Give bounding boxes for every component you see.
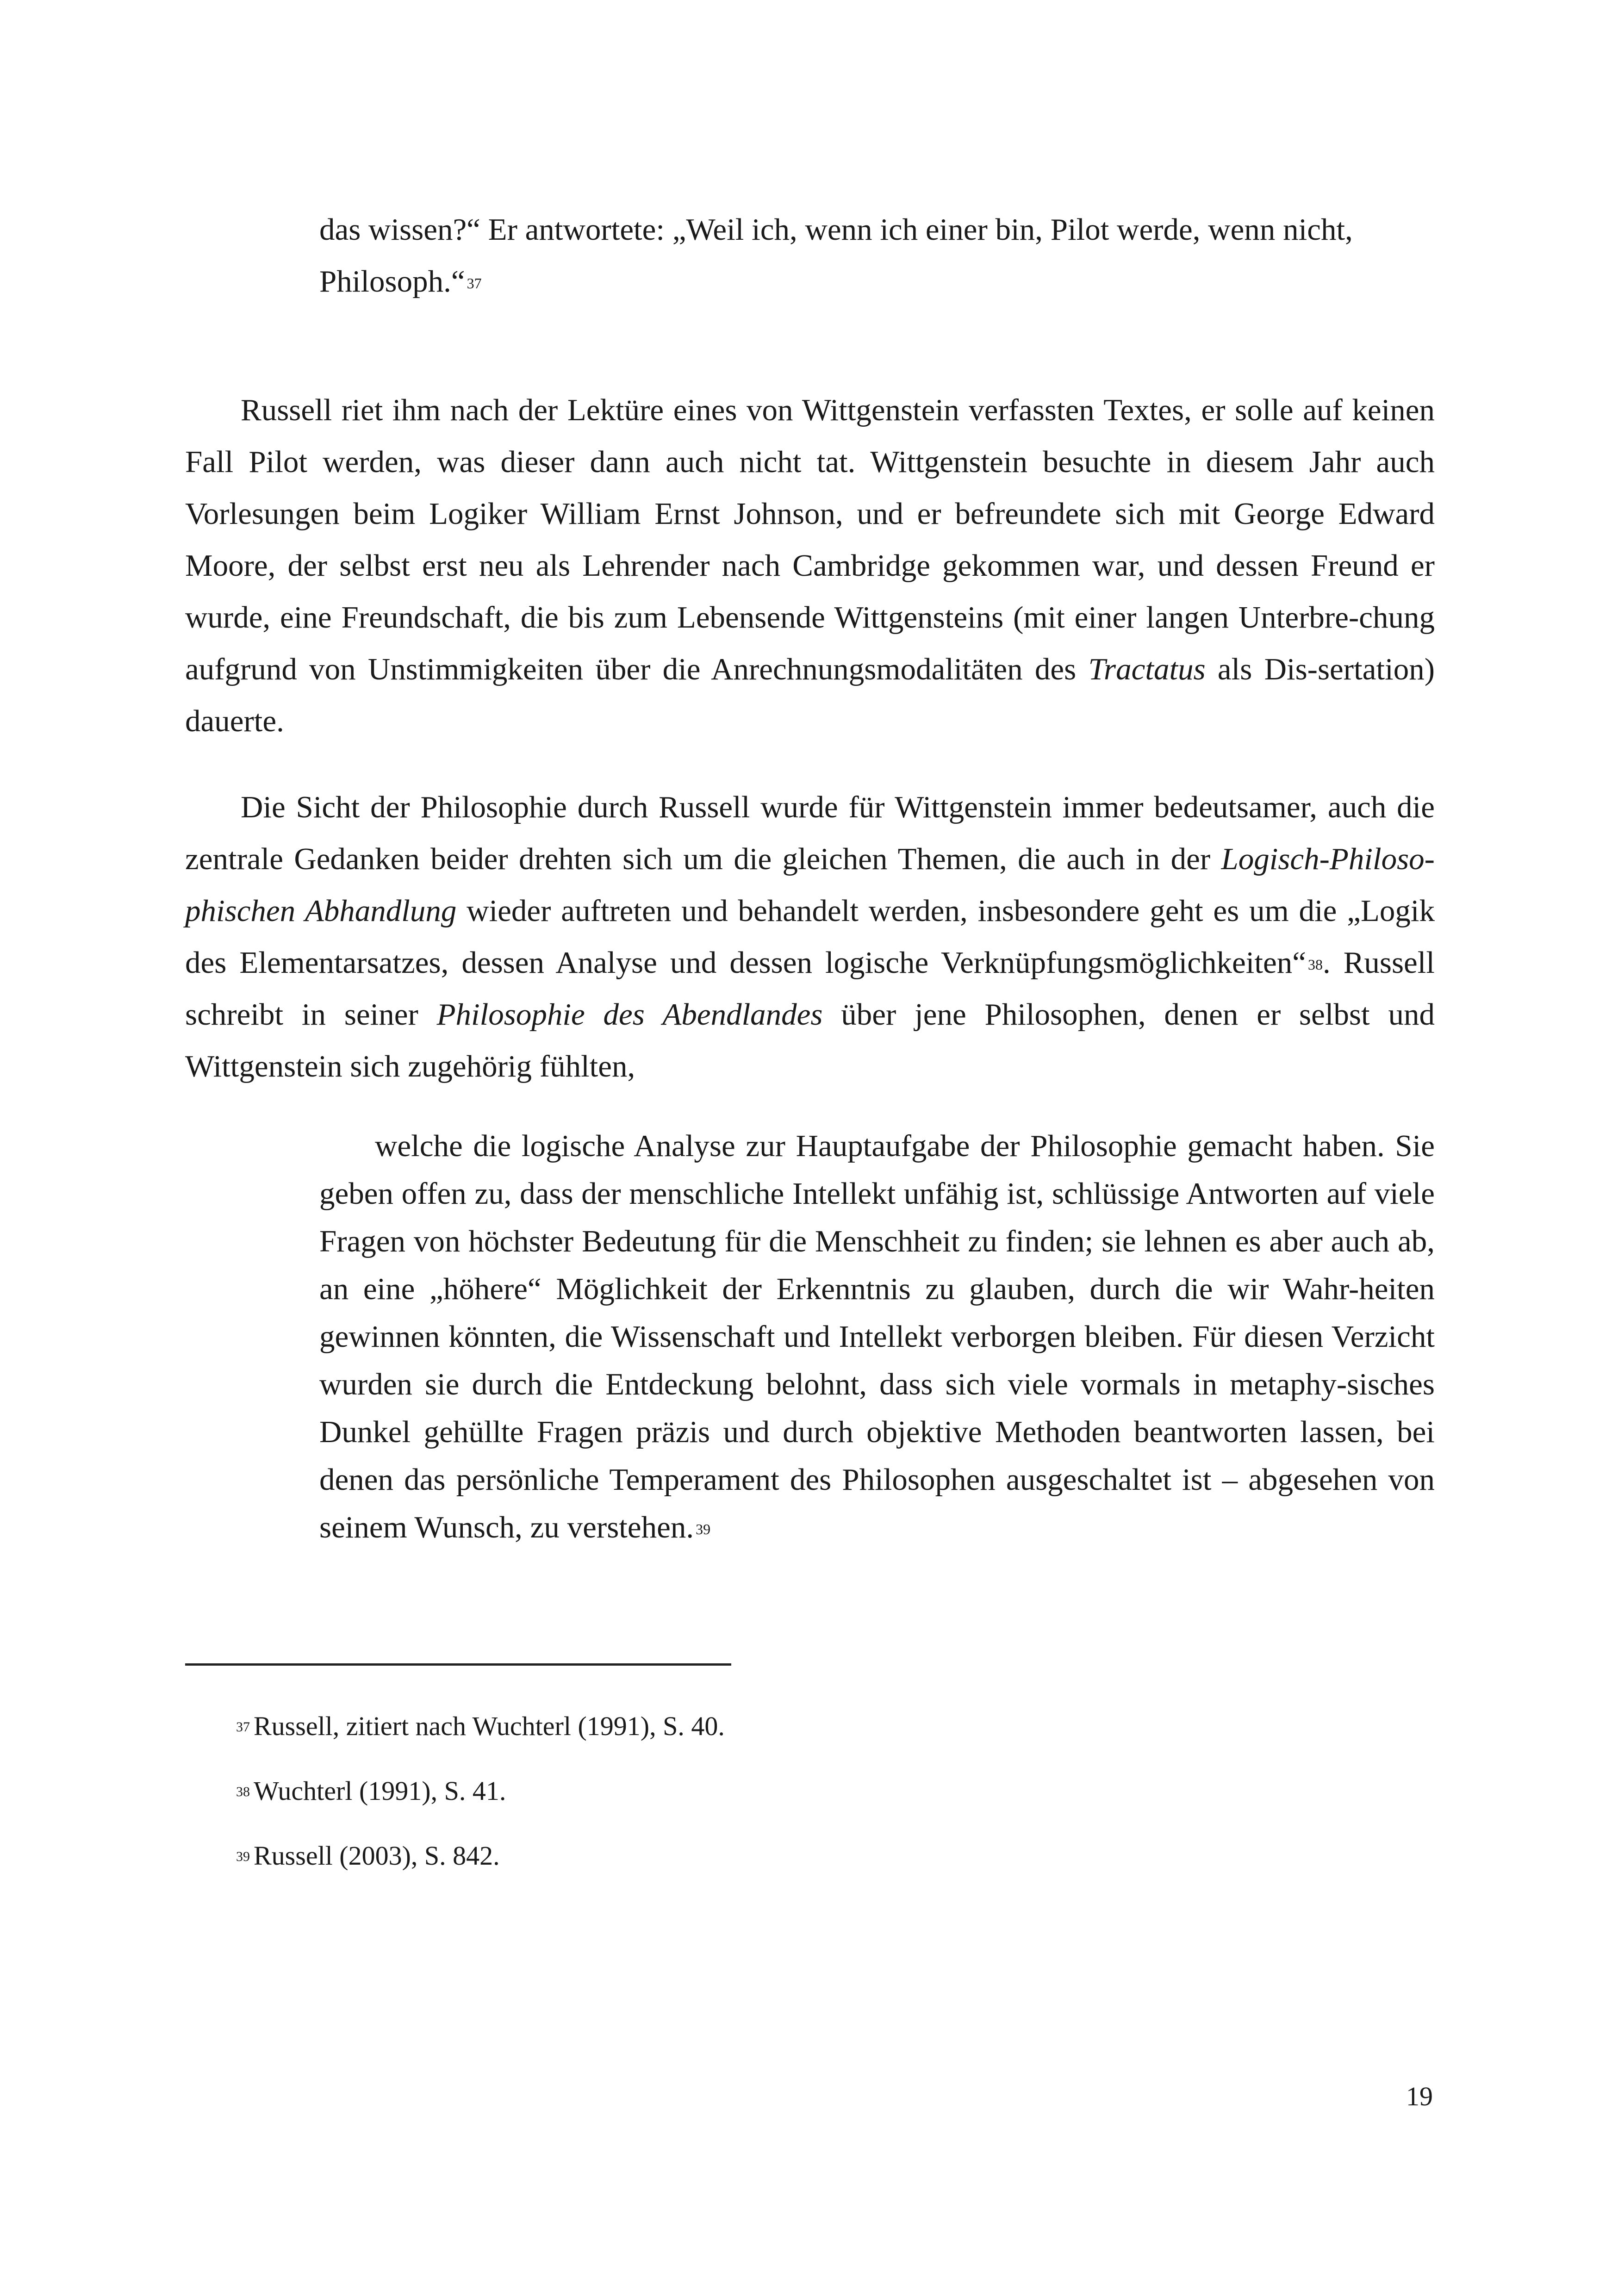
- footnote-39: [236, 1837, 500, 1874]
- quote-continuation-line1: das wissen?“ Er antwortete: „Weil ich, wenn ich einer bin, Pilot werde, wenn nicht,: [319, 212, 1353, 247]
- quote-continuation-line2: Philosoph.“: [319, 264, 465, 299]
- quote-continuation: [319, 204, 1435, 307]
- footnote-number: 38: [236, 1784, 250, 1799]
- footnote-38: [236, 1773, 506, 1810]
- paragraph2-text-a: Die Sicht der Philosophie durch Russell wurde für Wittgenstein immer bedeutsamer, auch die zentrale Gedanken beider drehten sich um die gleichen Themen, die auch in der: [185, 790, 1435, 876]
- footnote-ref-39: 39: [696, 1521, 711, 1537]
- footnote-separator: [185, 1663, 731, 1666]
- paragraph1-text-end: als Dis-sertation) dauerte.: [185, 652, 1435, 738]
- footnote-text: Wuchterl (1991), S. 41.: [254, 1776, 506, 1806]
- footnote-text: Russell (2003), S. 842.: [254, 1841, 500, 1871]
- paragraph2-italic-abendland: Philosophie des Abendlandes: [436, 997, 823, 1032]
- page-number: 19: [1406, 2081, 1433, 2111]
- paragraph1-italic-tractatus: Tractatus: [1088, 652, 1206, 686]
- block-quote-text: welche die logische Analyse zur Hauptaufgabe der Philosophie gemacht haben. Sie geben offen zu, dass der menschliche Intellekt unfähig ist, schlüssige Antworten auf viele Fragen von höchster Bedeutung für die Menschheit zu finden; sie lehnen es aber auch ab, an eine „höhere“ Möglichkeit der Erkenntnis zu glauben, durch die wir Wahr-heiten gewinnen könnten, die Wissenschaft und Intellekt verborgen bleiben. Für diesen Verzicht wurden sie durch die Entdeckung belohnt, dass sich viele vormals in metaphy-sisches Dunkel gehüllte Fragen präzis und durch objektive Methoden beantworten lassen, bei denen das persönliche Temperament des Philosophen ausgeschaltet ist – abgesehen von seinem Wunsch, zu verstehen.: [319, 1129, 1435, 1544]
- footnote-ref-37: 37: [467, 275, 482, 292]
- paragraph2-text-b: wieder auftreten und behandelt werden, insbesondere geht es um die „Logik des Elementarsatzes, dessen Analyse und dessen logische Verknüpfungsmöglichkeiten“: [185, 894, 1435, 980]
- paragraph2-text-c: . Russell schreibt in seiner: [185, 946, 1435, 1032]
- block-quote: [319, 1122, 1435, 1551]
- footnote-text: Russell, zitiert nach Wuchterl (1991), S. 40.: [254, 1711, 725, 1741]
- paragraph1-text: Russell riet ihm nach der Lektüre eines von Wittgenstein verfassten Textes, er solle auf keinen Fall Pilot werden, was dieser dann auch nicht tat. Wittgenstein besuchte in diesem Jahr auch Vorlesungen beim Logiker William Ernst Johnson, und er befreundete sich mit George Edward Moore, der selbst erst neu als Lehrender nach Cambridge gekommen war, und dessen Freund er wurde, eine Freundschaft, die bis zum Lebensende Wittgensteins (mit einer langen Unterbre-chung aufgrund von Unstimmigkeiten über die Anrechnungsmodalitäten des: [185, 393, 1435, 686]
- paragraph-wittgenstein-moore: [185, 384, 1435, 747]
- paragraph2-text-d: über jene Philosophen, denen er selbst und Wittgenstein sich zugehörig fühlten,: [185, 997, 1435, 1083]
- footnote-number: 37: [236, 1719, 250, 1735]
- footnote-number: 39: [236, 1849, 250, 1864]
- footnote-37: [236, 1708, 725, 1745]
- paragraph2-italic-abhandlung: Logisch-Philoso-phischen Abhandlung: [185, 842, 1435, 928]
- footnote-ref-38: 38: [1307, 956, 1323, 973]
- paragraph-russell-philosophy: [185, 781, 1435, 1092]
